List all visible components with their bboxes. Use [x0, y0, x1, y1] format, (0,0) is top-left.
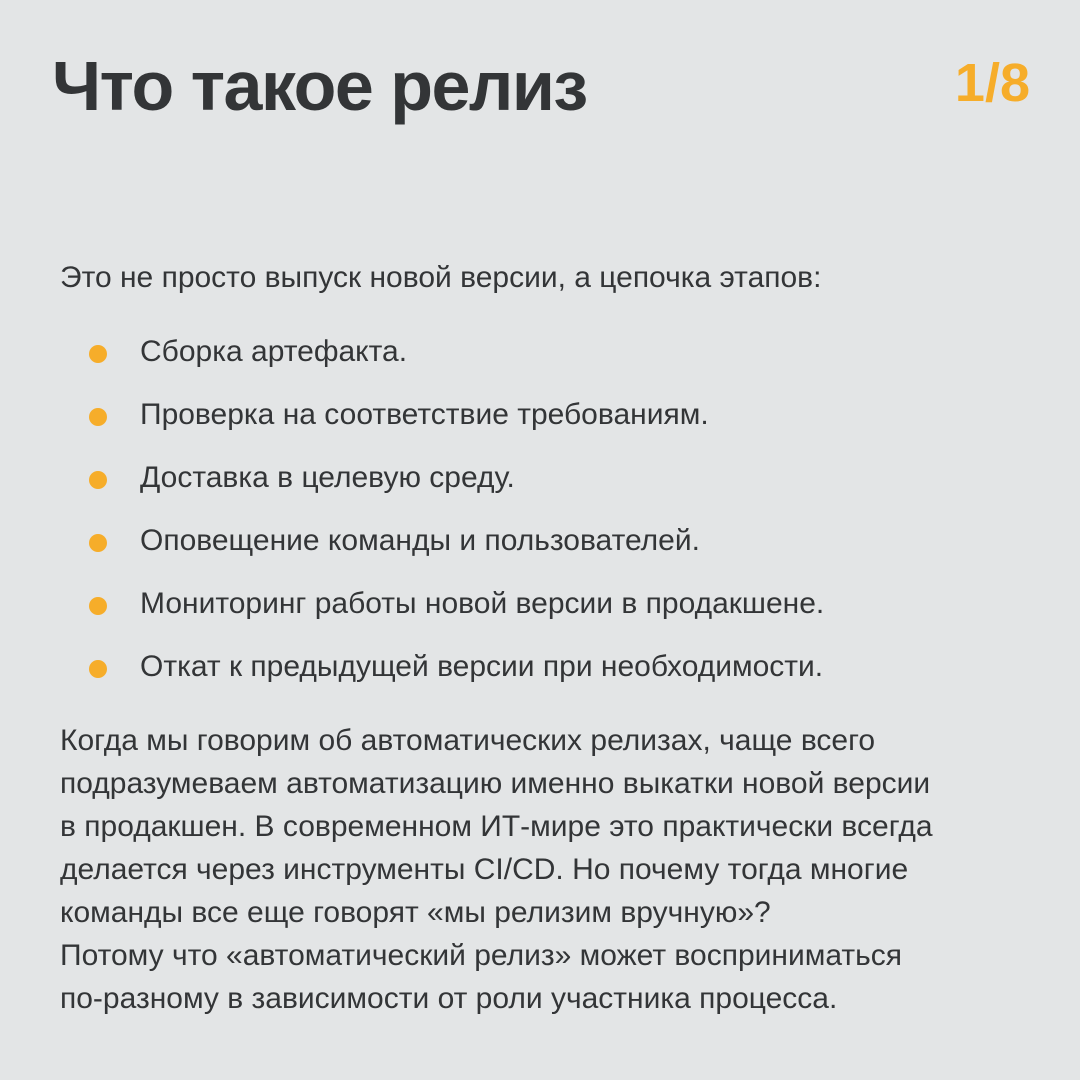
page-title: Что такое релиз: [52, 47, 587, 125]
list-item-text: Проверка на соответствие требованиям.: [140, 398, 709, 431]
outro-line: делается через инструменты CI/CD. Но почему тогда многие: [60, 853, 909, 886]
list-item: [0, 393, 1080, 456]
outro-line: команды все еще говорят «мы релизим вручную»?: [60, 896, 771, 929]
list-item: [0, 582, 1080, 645]
list-item-text: Сборка артефакта.: [140, 335, 408, 368]
bullet-dot-icon: [89, 471, 107, 489]
list-item: [0, 645, 1080, 708]
bullet-dot-icon: [89, 534, 107, 552]
outro-line: Потому что «автоматический релиз» может восприниматься: [60, 939, 902, 972]
outro-line: подразумеваем автоматизацию именно выкатки новой версии: [60, 767, 931, 800]
bullet-dot-icon: [89, 660, 107, 678]
bullet-dot-icon: [89, 408, 107, 426]
bullet-dot-icon: [89, 597, 107, 615]
list-item-text: Доставка в целевую среду.: [140, 461, 515, 494]
list-item: [0, 330, 1080, 393]
list-item-text: Откат к предыдущей версии при необходимости.: [140, 650, 824, 683]
outro-line: в продакшен. В современном ИТ-мире это практически всегда: [60, 810, 933, 843]
outro-line: по-разному в зависимости от роли участника процесса.: [60, 982, 838, 1015]
list-item: [0, 519, 1080, 582]
list-item: [0, 456, 1080, 519]
page-counter: 1/8: [954, 53, 1030, 113]
stages-list: [0, 330, 1080, 708]
list-item-text: Оповещение команды и пользователей.: [140, 524, 700, 557]
intro-text: Это не просто выпуск новой версии, а цепочка этапов:: [60, 261, 822, 294]
outro-line: Когда мы говорим об автоматических релизах, чаще всего: [60, 724, 876, 757]
bullet-dot-icon: [89, 345, 107, 363]
list-item-text: Мониторинг работы новой версии в продакшене.: [140, 587, 825, 620]
outro-paragraph: [60, 719, 1030, 1020]
